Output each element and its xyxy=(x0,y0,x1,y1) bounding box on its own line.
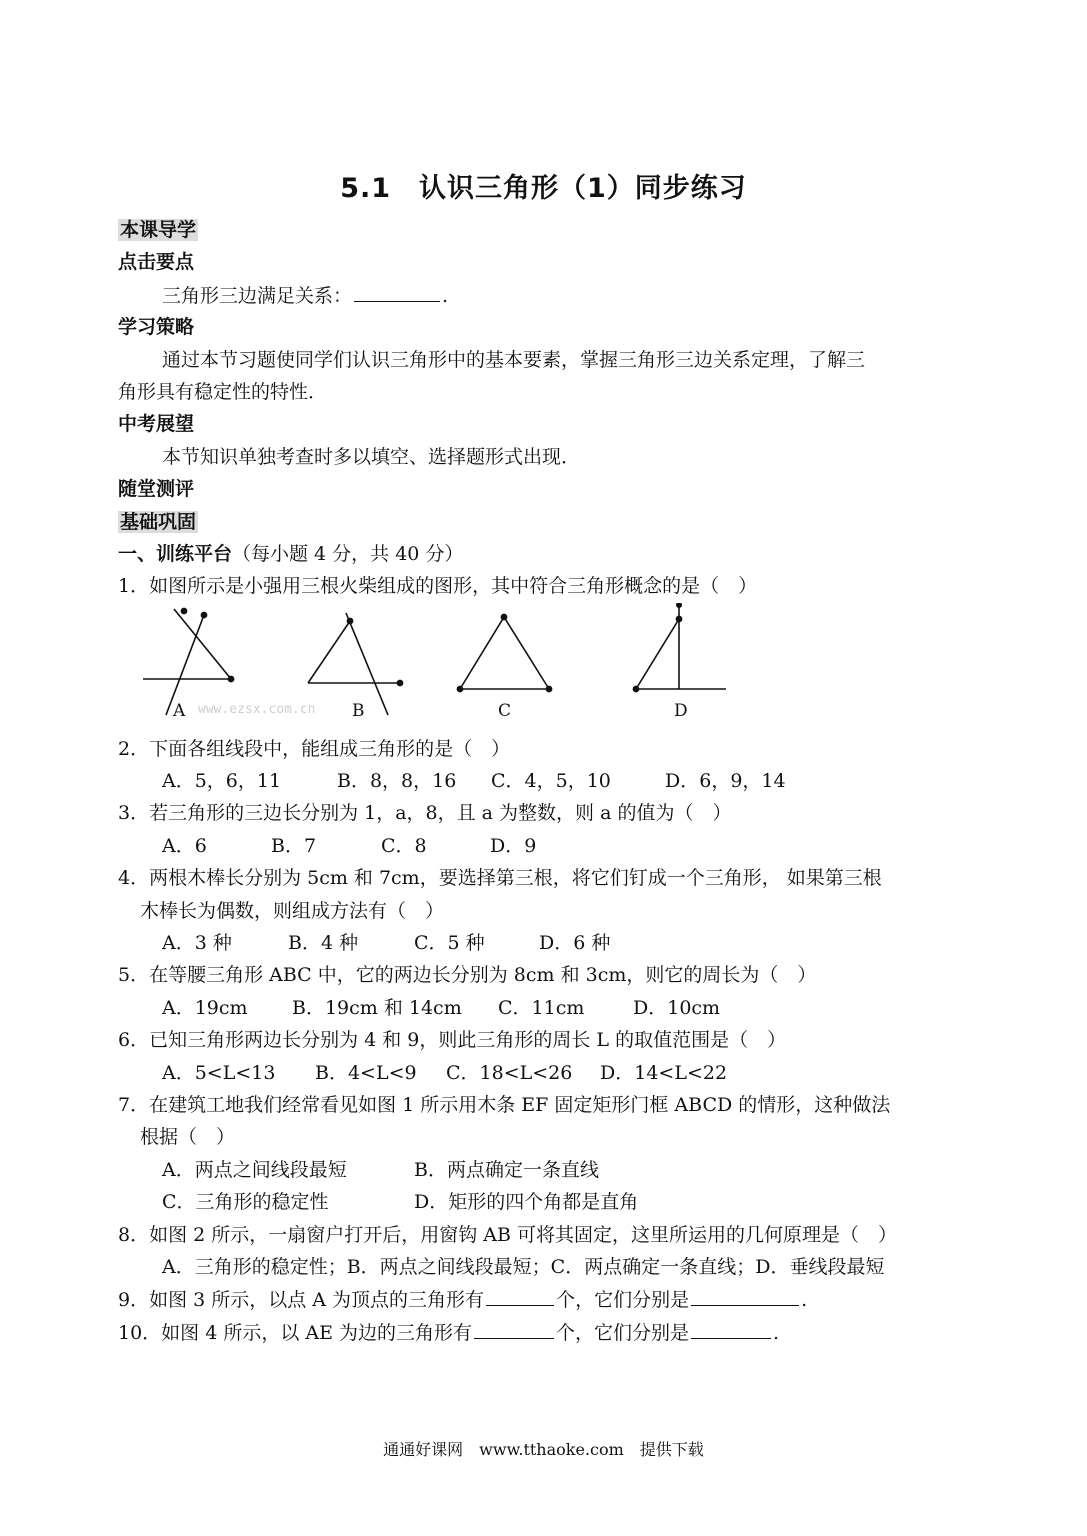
question-2-options xyxy=(118,765,978,797)
outlook-text: 本节知识单独考查时多以填空、选择题形式出现． xyxy=(162,445,581,468)
figure-label-d: D xyxy=(674,700,688,721)
answer-blank[interactable] xyxy=(691,1316,771,1339)
watermark: www.ezsx.com.cn xyxy=(198,701,316,717)
figure-b xyxy=(308,613,403,715)
question-4-line-1: 4．两根木棒长分别为 5cm 和 7cm，要选择第三根，将它们钉成一个三角形， 如果第三根 xyxy=(118,867,882,890)
question-7-options-row-1 xyxy=(118,1154,978,1186)
question-6: 6．已知三角形两边长分别为 4 和 9，则此三角形的周长 L 的取值范围是（ ） xyxy=(118,1029,787,1052)
figure-label-c: C xyxy=(498,700,512,721)
question-5: 5．在等腰三角形 ABC 中，它的两边长分别为 8cm 和 3cm，则它的周长为（ ） xyxy=(118,964,817,987)
option: D．6，9，14 xyxy=(665,770,786,793)
option: A．19cm xyxy=(162,996,248,1019)
option: A．3 种 xyxy=(162,932,232,955)
option: D．矩形的四个角都是直角 xyxy=(414,1191,639,1214)
question-5-options xyxy=(118,992,978,1024)
option: D．6 种 xyxy=(539,932,611,955)
answer-blank[interactable] xyxy=(486,1283,554,1306)
question-1: 1．如图所示是小强用三根火柴组成的图形，其中符合三角形概念的是（ ） xyxy=(118,575,758,598)
key-points-text: 三角形三边满足关系： . xyxy=(118,279,978,311)
option: C．4，5，10 xyxy=(491,770,611,793)
answer-blank[interactable] xyxy=(691,1283,799,1306)
section-key-points: 点击要点 xyxy=(118,251,195,274)
option: B．19cm 和 14cm xyxy=(292,996,462,1019)
question-7-line-2: 根据（ ） xyxy=(140,1126,236,1149)
option: C．三角形的稳定性 xyxy=(162,1191,329,1214)
part1-heading: 一、训练平台（每小题 4 分，共 40 分） xyxy=(118,542,464,565)
figure-label-a: A xyxy=(173,700,186,721)
section-basics: 基础巩固 xyxy=(120,510,197,533)
question-10: 10．如图 4 所示，以 AE 为边的三角形有 个，它们分别是 . xyxy=(118,1316,978,1348)
question-2: 2．下面各组线段中，能组成三角形的是（ ） xyxy=(118,737,511,760)
option: C．18<L<26 xyxy=(446,1061,573,1084)
option: A．6 xyxy=(162,834,207,857)
question-6-options xyxy=(118,1057,978,1089)
question-8: 8．如图 2 所示，一扇窗户打开后，用窗钩 AB 可将其固定，这里所运用的几何原理是（ ） xyxy=(118,1223,898,1246)
option: C．11cm xyxy=(498,996,585,1019)
section-test: 随堂测评 xyxy=(118,478,195,501)
strategy-text-2: 角形具有稳定性的特性． xyxy=(118,380,328,403)
section-outlook: 中考展望 xyxy=(118,413,195,436)
question-7-line-1: 7．在建筑工地我们经常看见如图 1 所示用木条 EF 固定矩形门框 ABCD 的情形，这种做法 xyxy=(118,1093,891,1116)
option: A．两点之间线段最短 xyxy=(162,1158,347,1181)
question-4-line-2: 木棒长为偶数，则组成方法有（ ） xyxy=(140,899,445,922)
section-guide: 本课导学 xyxy=(120,219,197,241)
option: B．7 xyxy=(271,834,317,857)
option: B．两点确定一条直线 xyxy=(414,1158,599,1181)
question-4-options xyxy=(118,927,978,959)
option: B．4<L<9 xyxy=(315,1061,417,1084)
option: C．5 种 xyxy=(414,932,485,955)
figure-d xyxy=(633,603,726,692)
question-3-options xyxy=(118,830,978,862)
figure-a xyxy=(143,608,234,715)
section-strategy: 学习策略 xyxy=(118,316,195,339)
option: D．10cm xyxy=(633,996,721,1019)
option: C．8 xyxy=(381,834,427,857)
option: A．5<L<13 xyxy=(162,1061,276,1084)
matchstick-figures xyxy=(138,603,758,731)
answer-blank[interactable] xyxy=(474,1316,554,1339)
option: B．4 种 xyxy=(288,932,359,955)
page-title: 5.1 认识三角形（1）同步练习 xyxy=(340,173,747,204)
option: D．14<L<22 xyxy=(600,1061,728,1084)
option: D．9 xyxy=(490,834,537,857)
figure-label-b: B xyxy=(352,700,365,721)
question-8-options: A．三角形的稳定性；B．两点之间线段最短；C．两点确定一条直线；D．垂线段最短 xyxy=(162,1255,885,1278)
question-7-options-row-2 xyxy=(118,1186,978,1218)
option: B．8，8，16 xyxy=(337,770,457,793)
question-3: 3．若三角形的三边长分别为 1，a，8，且 a 为整数，则 a 的值为（ ） xyxy=(118,802,732,825)
document-body xyxy=(118,214,978,1348)
question-9: 9．如图 3 所示，以点 A 为顶点的三角形有 个，它们分别是 . xyxy=(118,1283,978,1315)
answer-blank[interactable] xyxy=(354,279,440,302)
strategy-text-1: 通过本节习题使同学们认识三角形中的基本要素，掌握三角形三边关系定理，了解三 xyxy=(162,348,866,371)
option: A．5，6，11 xyxy=(162,770,282,793)
page-footer: 通通好课网 www.tthaoke.com 提供下载 xyxy=(383,1440,704,1459)
question-1-figures xyxy=(118,603,978,733)
figure-c xyxy=(457,614,551,691)
